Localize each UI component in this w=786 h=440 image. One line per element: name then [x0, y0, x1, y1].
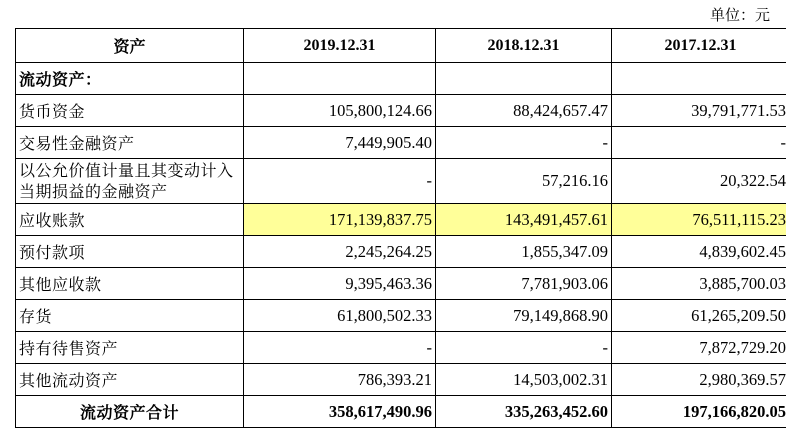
- value-2019: 105,800,124.66: [244, 95, 436, 127]
- value-2017: 61,265,209.50: [612, 300, 786, 332]
- table-row: [16, 300, 786, 332]
- table-row: [16, 364, 786, 396]
- value-2019: 171,139,837.75: [244, 204, 436, 236]
- value-2018: 143,491,457.61: [436, 204, 612, 236]
- value-2019: -: [244, 159, 436, 204]
- value-2018: 79,149,868.90: [436, 300, 612, 332]
- total-label: 流动资产合计: [16, 396, 244, 428]
- table-row: [16, 159, 786, 204]
- total-2017: 197,166,820.05: [612, 396, 786, 428]
- table-row: [16, 268, 786, 300]
- table-row: [16, 236, 786, 268]
- value-2019: -: [244, 332, 436, 364]
- header-item: 资产: [16, 29, 244, 63]
- empty-cell: [436, 63, 612, 95]
- row-label: 其他流动资产: [16, 364, 244, 396]
- value-2018: -: [436, 332, 612, 364]
- value-2017: 20,322.54: [612, 159, 786, 204]
- value-2018: 7,781,903.06: [436, 268, 612, 300]
- value-2017: 4,839,602.45: [612, 236, 786, 268]
- value-2018: -: [436, 127, 612, 159]
- row-label: 其他应收款: [16, 268, 244, 300]
- empty-cell: [612, 63, 786, 95]
- value-2017: -: [612, 127, 786, 159]
- value-2019: 2,245,264.25: [244, 236, 436, 268]
- value-2018: 14,503,002.31: [436, 364, 612, 396]
- header-2019: 2019.12.31: [244, 29, 436, 63]
- value-2018: 1,855,347.09: [436, 236, 612, 268]
- row-label: 以公允价值计量且其变动计入当期损益的金融资产: [16, 159, 244, 204]
- table-row: [16, 95, 786, 127]
- table-row: [16, 332, 786, 364]
- table-row: [16, 127, 786, 159]
- balance-sheet-table: [15, 28, 786, 428]
- value-2019: 9,395,463.36: [244, 268, 436, 300]
- value-2017: 3,885,700.03: [612, 268, 786, 300]
- row-label: 预付款项: [16, 236, 244, 268]
- row-label: 持有待售资产: [16, 332, 244, 364]
- value-2019: 61,800,502.33: [244, 300, 436, 332]
- header-2017: 2017.12.31: [612, 29, 786, 63]
- empty-cell: [244, 63, 436, 95]
- value-2018: 57,216.16: [436, 159, 612, 204]
- header-row: [16, 29, 786, 63]
- total-2019: 358,617,490.96: [244, 396, 436, 428]
- value-2017: 39,791,771.53: [612, 95, 786, 127]
- header-2018: 2018.12.31: [436, 29, 612, 63]
- section-title: 流动资产：: [16, 63, 244, 95]
- row-label: 交易性金融资产: [16, 127, 244, 159]
- value-2019: 786,393.21: [244, 364, 436, 396]
- unit-label: 单位：元: [709, 6, 770, 24]
- section-row: [16, 63, 786, 95]
- total-row: [16, 396, 786, 428]
- row-label: 应收账款: [16, 204, 244, 236]
- value-2019: 7,449,905.40: [244, 127, 436, 159]
- value-2017: 2,980,369.57: [612, 364, 786, 396]
- total-2018: 335,263,452.60: [436, 396, 612, 428]
- row-label: 货币资金: [16, 95, 244, 127]
- value-2017: 7,872,729.20: [612, 332, 786, 364]
- value-2017: 76,511,115.23: [612, 204, 786, 236]
- table-row: [16, 204, 786, 236]
- row-label: 存货: [16, 300, 244, 332]
- value-2018: 88,424,657.47: [436, 95, 612, 127]
